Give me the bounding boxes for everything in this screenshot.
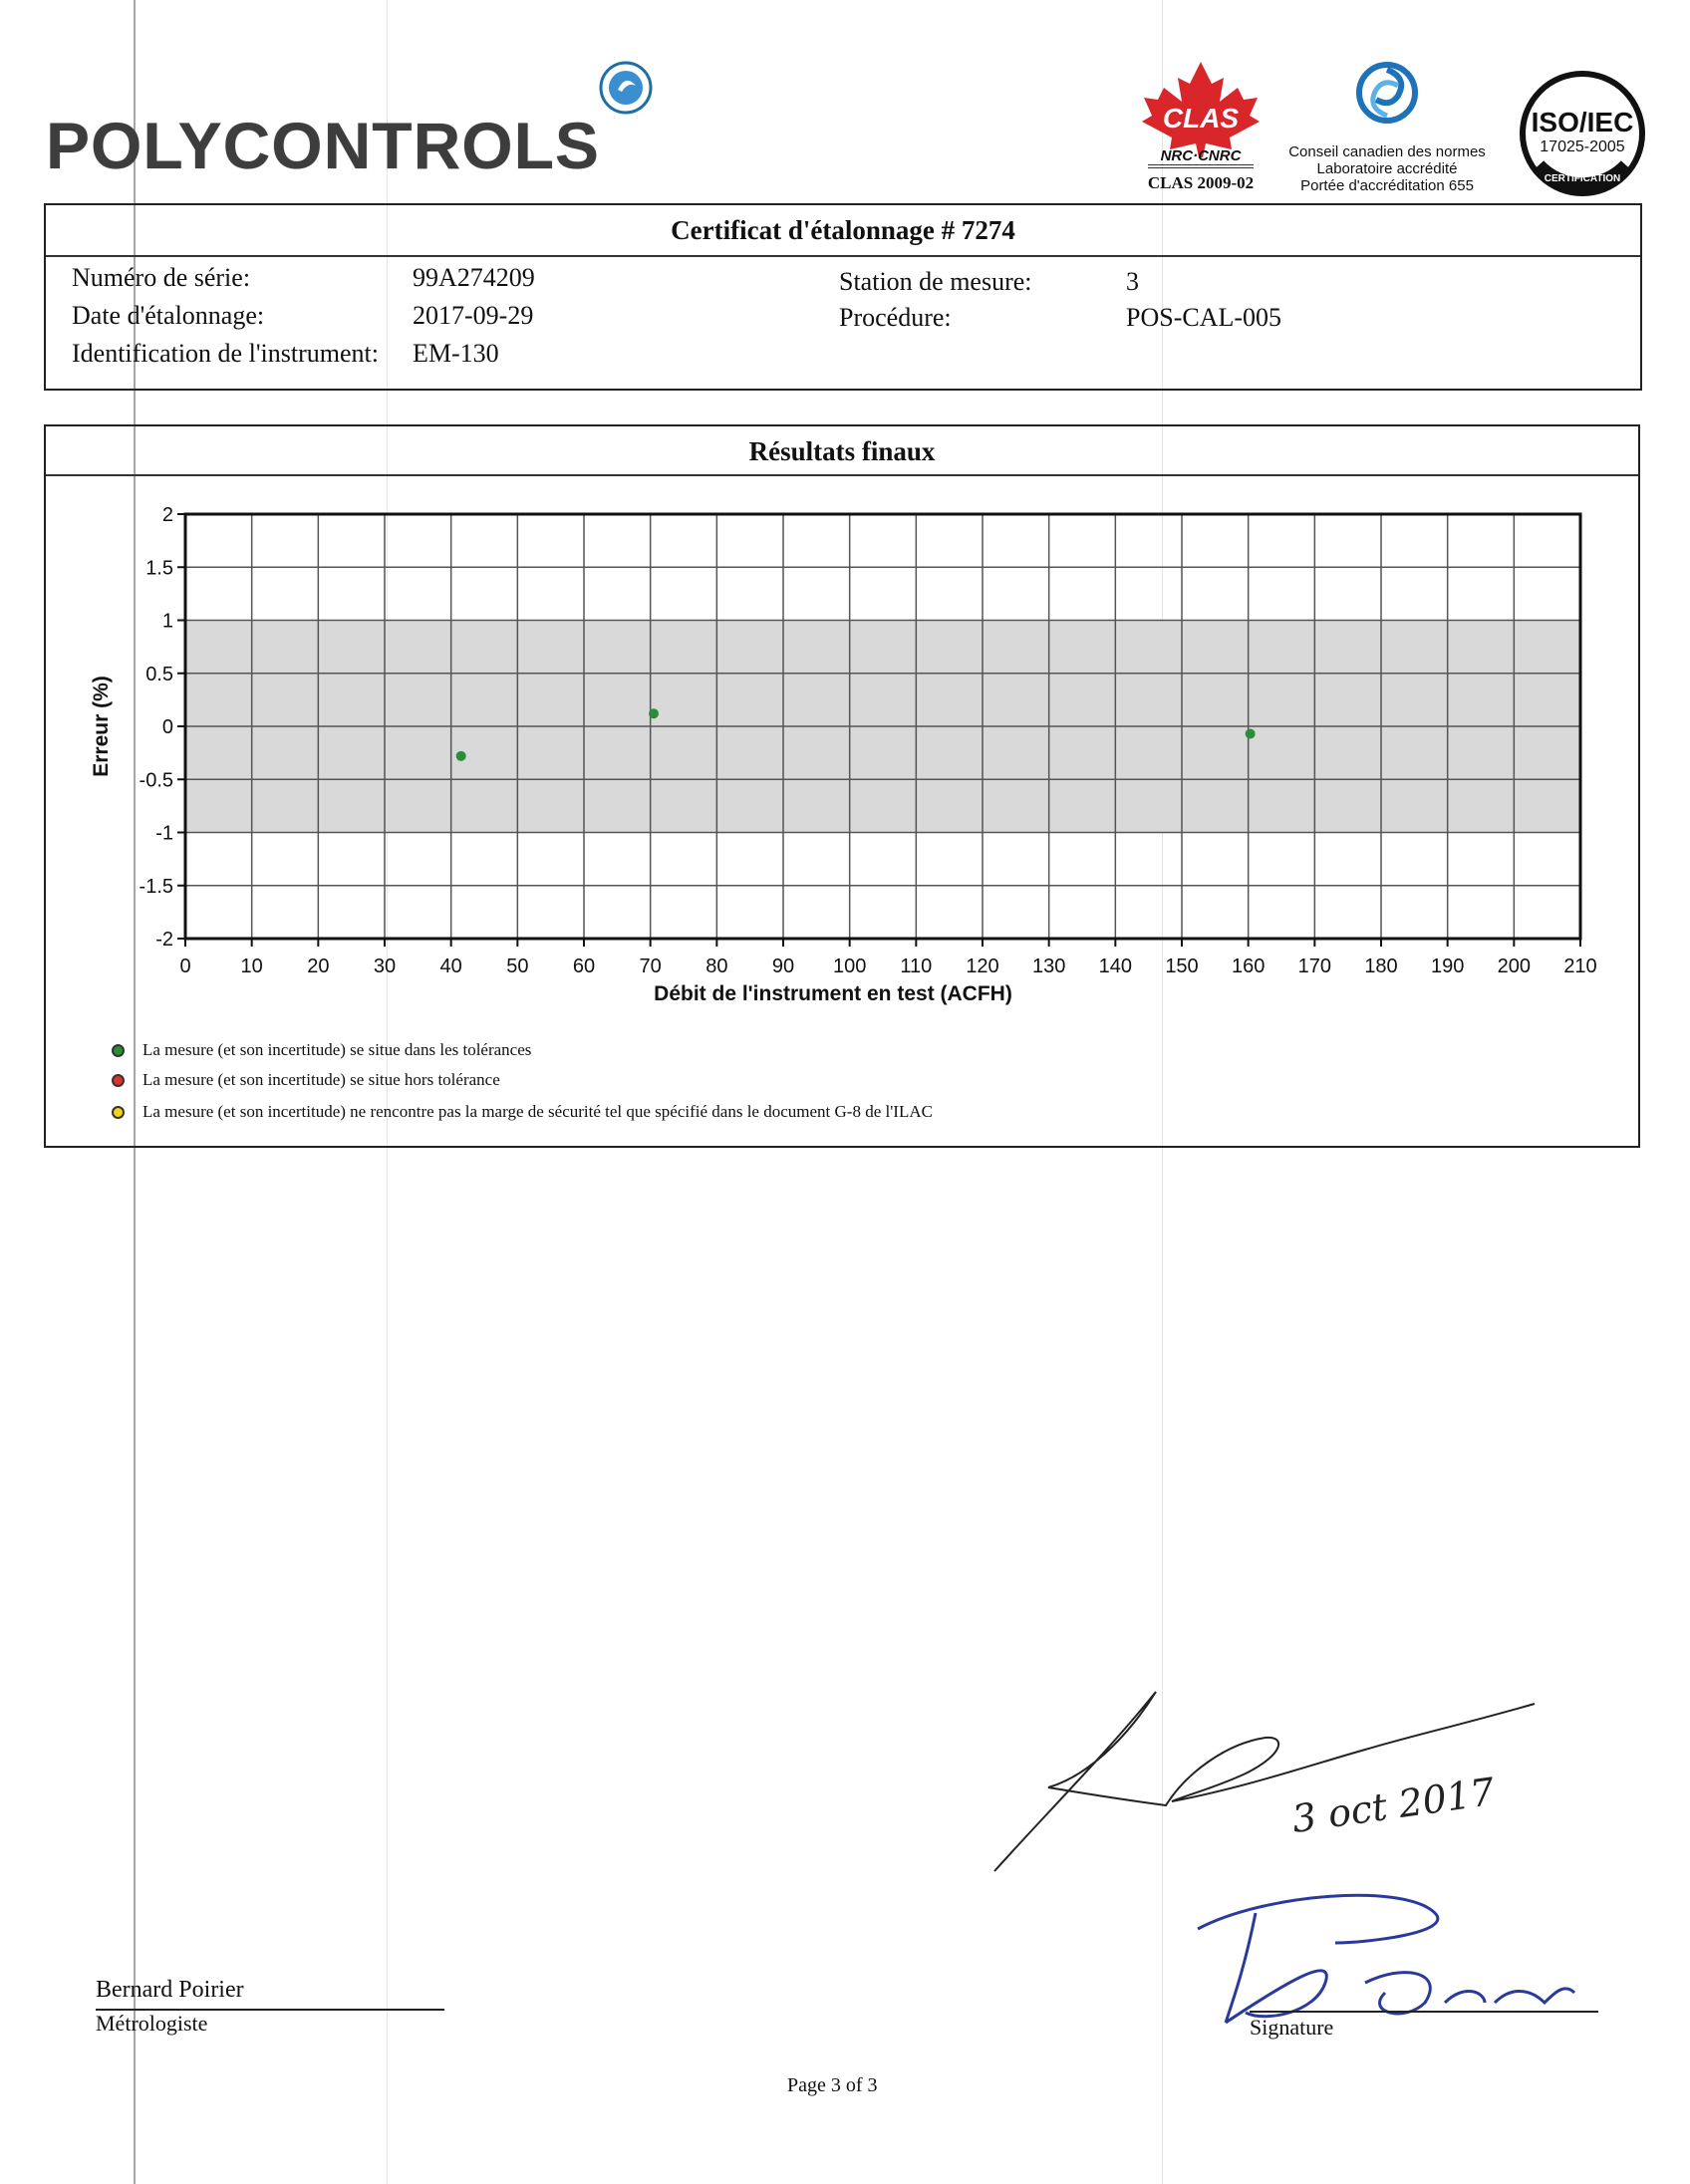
legend-dot-icon <box>112 1074 125 1087</box>
y-tick-label: -0.5 <box>139 769 173 792</box>
iso-line-1: ISO/IEC <box>1531 107 1634 137</box>
certificate-title: Certificat d'étalonnage # 7274 <box>671 215 1015 245</box>
clas-logo-subtext: NRC·CNRC <box>1148 147 1254 168</box>
instrument-label: Identification de l'instrument: <box>72 339 379 368</box>
x-tick-label: 150 <box>1165 956 1199 977</box>
legend-item-safety-margin <box>112 1102 933 1122</box>
x-tick-label: 110 <box>900 956 933 977</box>
y-tick-label: -1 <box>155 822 173 845</box>
y-tick-label: -1.5 <box>139 875 173 898</box>
iso-ring-text: CERTIFICATION <box>1544 173 1621 184</box>
x-tick-label: 190 <box>1430 956 1465 977</box>
legend-item-in-tolerance <box>112 1040 531 1060</box>
divider <box>46 255 1640 257</box>
metrologist-title: Métrologiste <box>96 2011 208 2036</box>
scc-line-3: Portée d'accréditation 655 <box>1300 177 1474 194</box>
x-tick-label: 160 <box>1231 956 1266 977</box>
signature-label: Signature <box>1250 2015 1334 2040</box>
metrologist-name: Bernard Poirier <box>96 1977 244 2003</box>
x-tick-label: 40 <box>439 956 462 977</box>
polycontrols-logo-icon <box>598 60 654 116</box>
data-point <box>456 751 466 761</box>
clas-caption: CLAS 2009-02 <box>1147 173 1255 192</box>
serial-value: 99A274209 <box>413 263 535 292</box>
scc-logo <box>1277 60 1497 199</box>
page-number: Page 3 of 3 <box>787 2074 878 2096</box>
legend-text: La mesure (et son incertitude) se situe dans les tolérances <box>142 1040 532 1059</box>
x-tick-label: 180 <box>1364 956 1398 977</box>
y-tick-label: -2 <box>155 929 173 951</box>
y-tick-label: 0 <box>161 716 173 738</box>
date-value: 2017-09-29 <box>413 301 534 330</box>
legend-item-out-of-tolerance <box>112 1070 500 1090</box>
x-tick-label: 0 <box>179 956 191 977</box>
x-tick-label: 170 <box>1297 956 1332 977</box>
data-point <box>1246 728 1256 738</box>
x-tick-label: 100 <box>832 956 867 977</box>
handwritten-date: 3 oct 2017 <box>1288 1769 1498 1842</box>
instrument-value: EM-130 <box>413 339 499 368</box>
maple-leaf-icon <box>1126 58 1275 157</box>
x-tick-label: 20 <box>307 956 330 977</box>
x-axis-title: Débit de l'instrument en test (ACFH) <box>654 982 1012 1005</box>
signature-line <box>1250 2011 1598 2013</box>
y-tick-label: 1.5 <box>145 557 173 580</box>
iso-badge-icon <box>1513 64 1652 203</box>
station-label: Station de mesure: <box>839 267 1032 296</box>
legend-text: La mesure (et son incertitude) se situe hors tolérance <box>142 1070 500 1089</box>
results-title: Résultats finaux <box>748 436 936 466</box>
x-tick-label: 80 <box>705 956 728 977</box>
x-tick-label: 60 <box>572 956 596 977</box>
scc-swirl-icon <box>1354 60 1420 126</box>
serial-label: Numéro de série: <box>72 263 251 292</box>
scc-line-1: Conseil canadien des normes <box>1288 143 1486 160</box>
scc-line-2: Laboratoire accrédité <box>1316 160 1458 177</box>
legend-text: La mesure (et son incertitude) ne rencontre pas la marge de sécurité tel que spécifié dans le document G-8 de l'ILAC <box>142 1102 933 1121</box>
procedure-label: Procédure: <box>839 303 952 332</box>
x-tick-label: 210 <box>1563 956 1597 977</box>
date-label: Date d'étalonnage: <box>72 301 265 330</box>
results-box <box>44 424 1640 1148</box>
y-tick-label: 2 <box>161 504 173 526</box>
divider <box>46 474 1638 476</box>
error-chart <box>76 492 1630 1090</box>
x-tick-label: 90 <box>771 956 795 977</box>
certificate-box <box>44 203 1642 391</box>
clas-logo-text: CLAS <box>1162 103 1240 134</box>
x-tick-label: 50 <box>506 956 529 977</box>
x-tick-label: 140 <box>1098 956 1133 977</box>
x-tick-label: 10 <box>240 956 263 977</box>
legend-dot-icon <box>112 1106 125 1119</box>
y-axis-title: Erreur (%) <box>90 676 113 777</box>
x-tick-label: 200 <box>1497 956 1532 977</box>
clas-logo <box>1126 58 1275 197</box>
legend-dot-icon <box>112 1044 125 1057</box>
x-tick-label: 70 <box>639 956 662 977</box>
y-tick-label: 1 <box>161 610 173 633</box>
data-point <box>649 708 659 718</box>
y-tick-label: 0.5 <box>145 663 173 685</box>
iso-line-2: 17025-2005 <box>1540 138 1625 155</box>
x-tick-label: 120 <box>966 956 999 977</box>
station-value: 3 <box>1126 267 1139 296</box>
x-tick-label: 30 <box>373 956 397 977</box>
x-tick-label: 130 <box>1031 956 1066 977</box>
brand-name: POLYCONTROLS <box>46 109 600 182</box>
procedure-value: POS-CAL-005 <box>1126 303 1282 332</box>
iso-badge <box>1513 64 1652 203</box>
